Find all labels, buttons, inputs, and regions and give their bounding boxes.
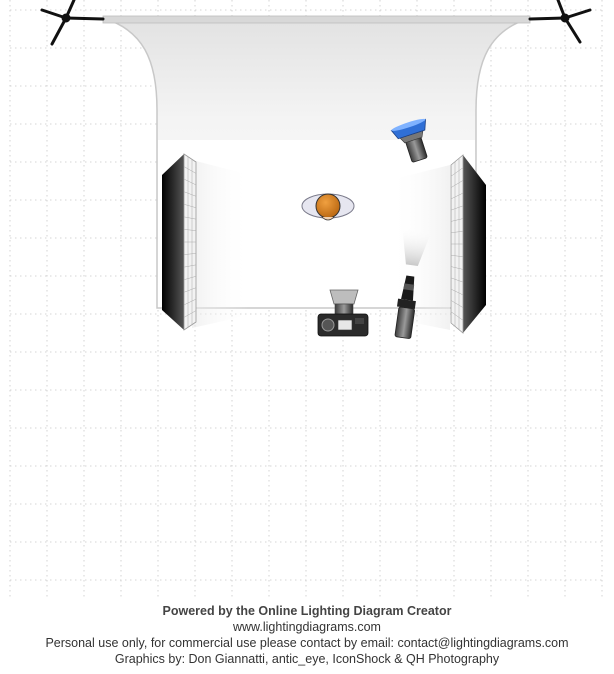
usage-notice: Personal use only, for commercial use please contact by email: contact@lightingdiagrams.com [45,636,569,650]
graphics-credits: Graphics by: Don Giannatti, antic_eye, IconShock & QH Photography [114,652,500,666]
footer [0,603,614,667]
backdrop-stand-left [42,0,103,44]
strip-softbox-left [162,154,250,330]
backdrop-stand-right [530,0,590,42]
credit-title: Powered by the Online Lighting Diagram Creator [162,604,452,618]
website-link[interactable]: www.lightingdiagrams.com [233,620,381,634]
